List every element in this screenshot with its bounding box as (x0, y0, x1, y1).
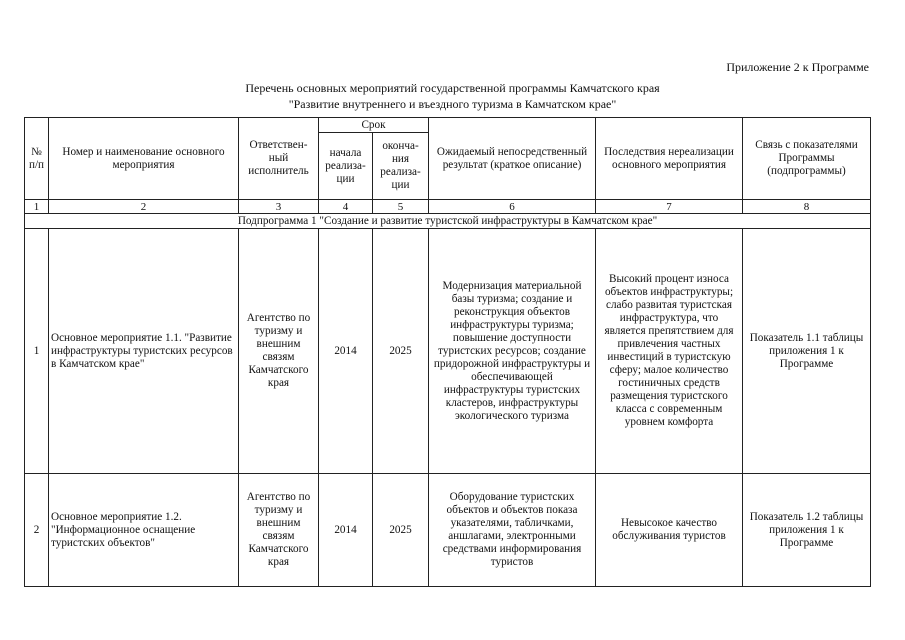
header-executor: Ответствен-ный исполнитель (239, 118, 319, 200)
column-number: 8 (743, 200, 871, 214)
header-name: Номер и наименование основного мероприятия (49, 118, 239, 200)
header-end: оконча-ния реализа-ции (373, 133, 429, 200)
row-link: Показатель 1.2 таблицы приложения 1 к Программе (743, 474, 871, 587)
row-start: 2014 (319, 474, 373, 587)
row-result: Оборудование туристских объектов и объектов показа указателями, табличками, аншлагами, электронными средствами информирования туристов (429, 474, 596, 587)
row-name: Основное мероприятие 1.1. "Развитие инфраструктуры туристских ресурсов в Камчатском крае" (49, 229, 239, 474)
row-start: 2014 (319, 229, 373, 474)
subprogram-title: Подпрограмма 1 "Создание и развитие туристской инфраструктуры в Камчатском крае" (25, 214, 871, 229)
row-consequence: Невысокое качество обслуживания туристов (596, 474, 743, 587)
row-name: Основное мероприятие 1.2. "Информационное оснащение туристских объектов" (49, 474, 239, 587)
row-end: 2025 (373, 229, 429, 474)
row-executor: Агентство по туризму и внешним связям Камчатского края (239, 474, 319, 587)
row-link: Показатель 1.1 таблицы приложения 1 к Программе (743, 229, 871, 474)
header-link: Связь с показателями Программы (подпрограммы) (743, 118, 871, 200)
header-result: Ожидаемый непосредственный результат (краткое описание) (429, 118, 596, 200)
document-title-line-1: Перечень основных мероприятий государственной программы Камчатского края (245, 81, 660, 95)
column-number: 5 (373, 200, 429, 214)
header-consequence: Последствия нереализации основного мероприятия (596, 118, 743, 200)
column-number: 3 (239, 200, 319, 214)
document-title-line-2: "Развитие внутреннего и въездного туризма в Камчатском крае" (288, 97, 617, 111)
header-term: Срок (319, 118, 429, 133)
table-row (25, 474, 871, 587)
appendix-label: Приложение 2 к Программе (726, 60, 869, 74)
measures-table (24, 117, 871, 587)
row-consequence: Высокий процент износа объектов инфраструктуры; слабо развитая туристская инфраструктура, что является препятствием для привлечения частных инвестиций в туристскую сферу; малое количество гостиничных средств размещения туристского класса с современным уровнем комфорта (596, 229, 743, 474)
column-number: 2 (49, 200, 239, 214)
column-number: 1 (25, 200, 49, 214)
column-number: 6 (429, 200, 596, 214)
column-number: 7 (596, 200, 743, 214)
row-num: 1 (25, 229, 49, 474)
header-start: начала реализа-ции (319, 133, 373, 200)
row-result: Модернизация материальной базы туризма; создание и реконструкция объектов инфраструктуры туризма; повышение доступности туристских ресурсов; создание придорожной инфраструктуры и обеспечивающей инфраструктуры туристских кластеров, инфраструктуры экологического туризма (429, 229, 596, 474)
column-number: 4 (319, 200, 373, 214)
row-end: 2025 (373, 474, 429, 587)
table-row (25, 229, 871, 474)
header-num: № п/п (25, 118, 49, 200)
row-executor: Агентство по туризму и внешним связям Камчатского края (239, 229, 319, 474)
row-num: 2 (25, 474, 49, 587)
